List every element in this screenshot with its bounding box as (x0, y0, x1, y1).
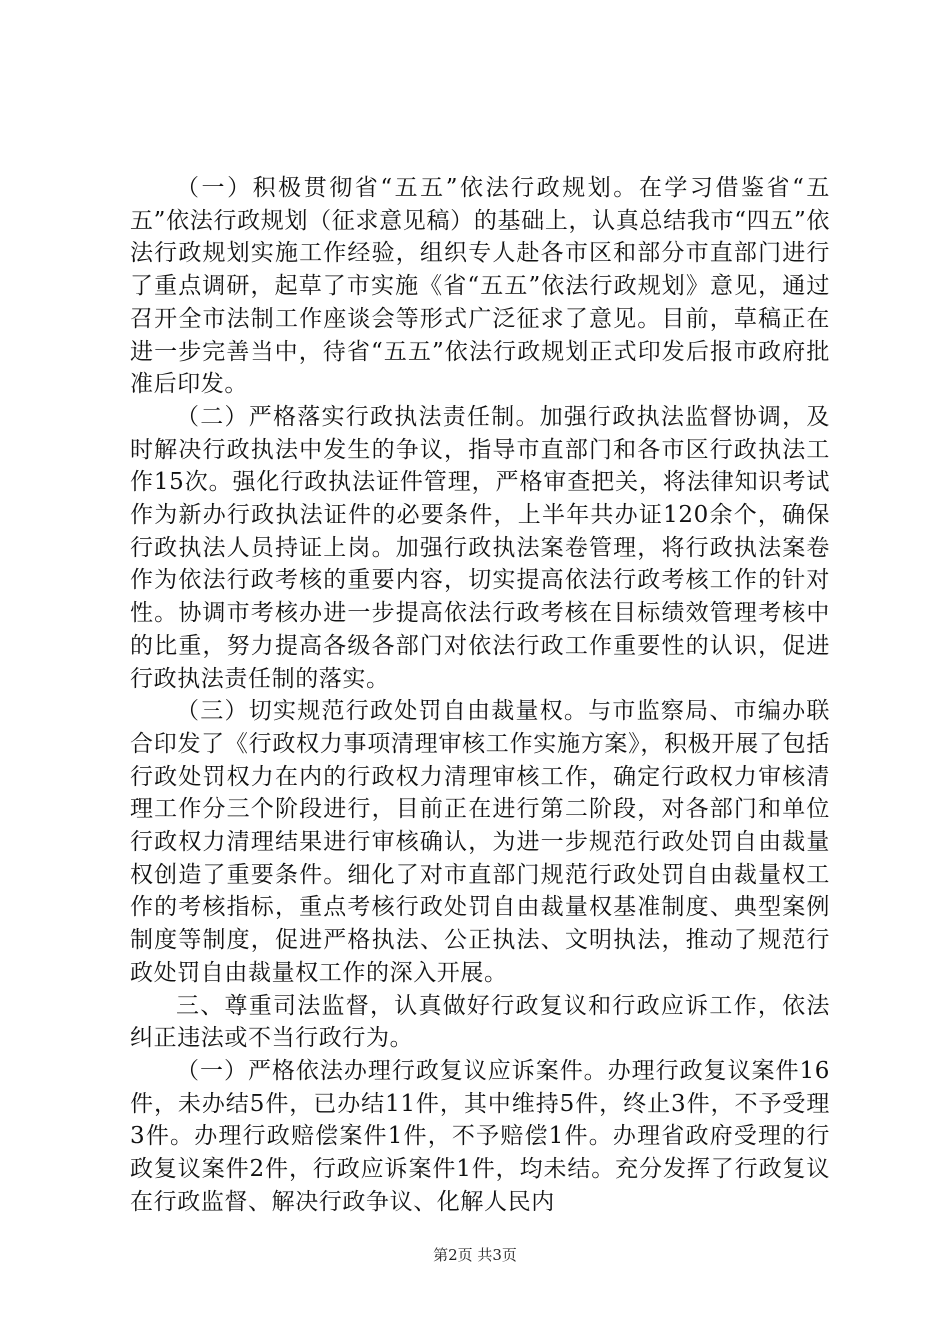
paragraph-discretion: （三）切实规范行政处罚自由裁量权。与市监察局、市编办联合印发了《行政权力事项清理审核工作实施方案》，积极开展了包括行政处罚权力在内的行政权力清理审核工作，确定行政权力审核清理工作分三个阶段进行，目前正在进行第二阶段，对各部门和单位行政权力清理结果进行审核确认，为进一步规范行政处罚自由裁量权创造了重要条件。细化了对市直部门规范行政处罚自由裁量权工作的考核指标，重点考核行政处罚自由裁量权基准制度、典型案例制度等制度，促进严格执法、公正执法、文明执法，推动了规范行政处罚自由裁量权工作的深入开展。 (130, 698, 830, 986)
section-heading-judicial-supervision: 三、尊重司法监督，认真做好行政复议和行政应诉工作，依法纠正违法或不当行政行为。 (130, 992, 830, 1052)
paragraph-enforcement: （二）严格落实行政执法责任制。加强行政执法监督协调，及时解决行政执法中发生的争议，指导市直部门和各市区行政执法工作15次。强化行政执法证件管理，严格审查把关，将法律知识考试作为新办行政执法证件的必要条件，上半年共办证120余个，确保行政执法人员持证上岗。加强行政执法案卷管理，将行政执法案卷作为依法行政考核的重要内容，切实提高依法行政考核工作的针对性。协调市考核办进一步提高依法行政考核在目标绩效管理考核中的比重，努力提高各级各部门对依法行政工作重要性的认识，促进行政执法责任制的落实。 (130, 403, 830, 692)
document-body (130, 172, 830, 1219)
paragraph-review-cases: （一）严格依法办理行政复议应诉案件。办理行政复议案件16件，未办结5件，已办结11件，其中维持5件，终止3件，不予受理3件。办理行政赔偿案件1件，不予赔偿1件。办理省政府受理的行政复议案件2件，行政应诉案件1件，均未结。充分发挥了行政复议在行政监督、解决行政争议、化解人民内 (130, 1057, 830, 1215)
page-number: 第2页 共3页 (433, 1246, 517, 1264)
paragraph-plan: （一）积极贯彻省“五五”依法行政规划。在学习借鉴省“五五”依法行政规划（征求意见稿）的基础上，认真总结我市“四五”依法行政规划实施工作经验，组织专人赴各市区和部分市直部门进行了重点调研，起草了市实施《省“五五”依法行政规划》意见，通过召开全市法制工作座谈会等形式广泛征求了意见。目前，草稿正在进一步完善当中，待省“五五”依法行政规划正式印发后报市政府批准后印发。 (130, 175, 830, 398)
